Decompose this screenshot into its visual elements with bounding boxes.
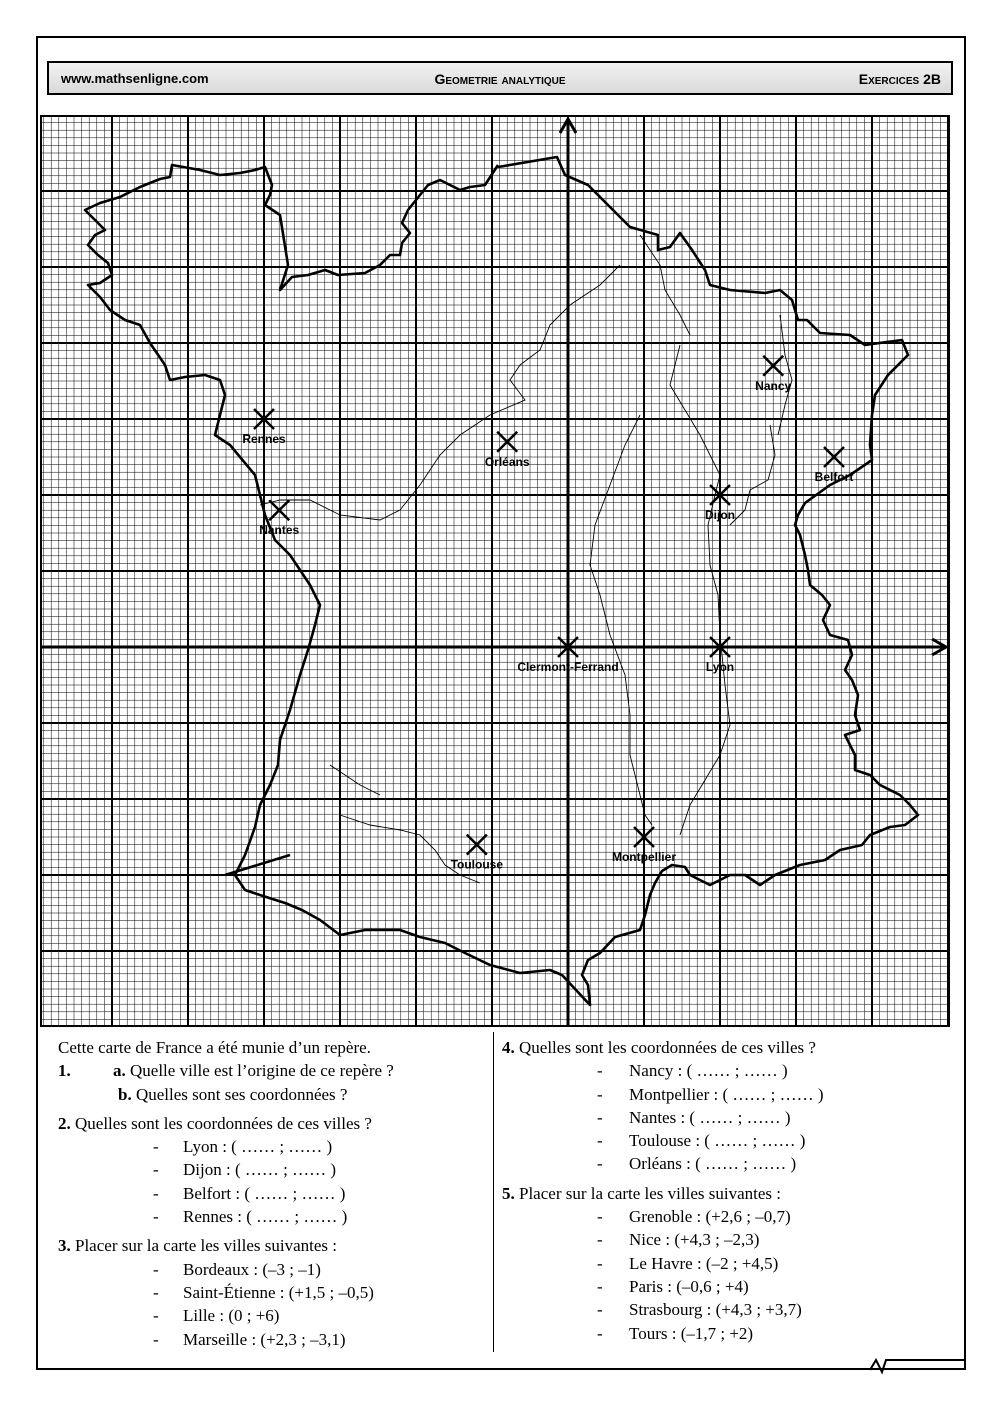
question-2 (58, 1112, 488, 1135)
question-1a-text: Quelle ville est l’origine de ce repère ? (130, 1061, 394, 1081)
question-1a (58, 1059, 488, 1082)
question-4-number: 4. (502, 1038, 515, 1057)
question-4 (502, 1036, 942, 1059)
question-5 (502, 1182, 942, 1205)
list-item: - Lille : (0 ; +6) (58, 1304, 488, 1327)
question-1b (58, 1083, 488, 1106)
questions-left-column (58, 1036, 488, 1351)
city-label: Nantes (259, 523, 300, 538)
list-item: - Tours : (–1,7 ; +2) (502, 1322, 942, 1345)
list-item: - Saint-Étienne : (+1,5 ; –0,5) (58, 1281, 488, 1304)
question-5-text: Placer sur la carte les villes suivantes : (519, 1183, 781, 1203)
list-item: - Rennes : ( …… ; …… ) (58, 1205, 488, 1228)
question-3 (58, 1234, 488, 1257)
list-item: - Paris : (–0,6 ; +4) (502, 1275, 942, 1298)
list-item: - Lyon : ( …… ; …… ) (58, 1135, 488, 1158)
list-item: - Orléans : ( …… ; …… ) (502, 1152, 942, 1175)
question-1b-text: Quelles sont ses coordonnées ? (135, 1084, 348, 1104)
list-item: - Belfort : ( …… ; …… ) (58, 1182, 488, 1205)
list-item: - Strasbourg : (+4,3 ; +3,7) (502, 1298, 942, 1321)
city-label: Montpellier (611, 850, 677, 864)
question-1b-label: b. (118, 1084, 132, 1104)
page-corner-notch (870, 1358, 970, 1378)
france-map-grid (40, 115, 950, 1027)
list-item: - Nantes : ( …… ; …… ) (502, 1106, 942, 1129)
question-1a-label: a. (113, 1061, 126, 1081)
france-outline (85, 157, 918, 1005)
city-label: Lyon (705, 660, 735, 674)
list-item: - Marseille : (+2,3 ; –3,1) (58, 1328, 488, 1351)
list-item: - Le Havre : (–2 ; +4,5) (502, 1252, 942, 1275)
page-header (47, 61, 953, 95)
city-label: Belfort (814, 470, 854, 484)
question-3-text: Placer sur la carte les villes suivantes : (75, 1236, 337, 1256)
intro-text: Cette carte de France a été munie d’un repère. (58, 1038, 371, 1057)
questions-right-column (502, 1036, 942, 1345)
question-1-number: 1. (58, 1061, 71, 1081)
question-3-number: 3. (58, 1236, 71, 1256)
city-label: Orléans (484, 454, 530, 469)
city-label: Nancy (755, 378, 792, 393)
topic-title: Geometrie analytique (434, 71, 566, 87)
column-divider (493, 1032, 494, 1352)
list-item: - Nice : (+4,3 ; –2,3) (502, 1228, 942, 1251)
city-label: Clermont-Ferrand (517, 660, 619, 674)
city-markers (242, 356, 853, 872)
list-item: - Toulouse : ( …… ; …… ) (502, 1129, 942, 1152)
city-label: Rennes (242, 432, 286, 446)
list-item: - Bordeaux : (–3 ; –1) (58, 1258, 488, 1281)
question-2-text: Quelles sont les coordonnées de ces villes ? (75, 1113, 372, 1133)
website-label: www.mathsenligne.com (61, 71, 209, 86)
list-item: - Dijon : ( …… ; …… ) (58, 1158, 488, 1181)
city-label: Toulouse (450, 857, 504, 872)
city-label: Dijon (705, 508, 735, 522)
question-4-text: Quelles sont les coordonnées de ces villes ? (519, 1038, 816, 1057)
question-2-number: 2. (58, 1113, 71, 1133)
list-item: - Grenoble : (+2,6 ; –0,7) (502, 1205, 942, 1228)
exercise-label: Exercices 2B (858, 71, 941, 87)
question-5-number: 5. (502, 1183, 515, 1203)
list-item: - Montpellier : ( …… ; …… ) (502, 1083, 942, 1106)
list-item: - Nancy : ( …… ; …… ) (502, 1059, 942, 1082)
